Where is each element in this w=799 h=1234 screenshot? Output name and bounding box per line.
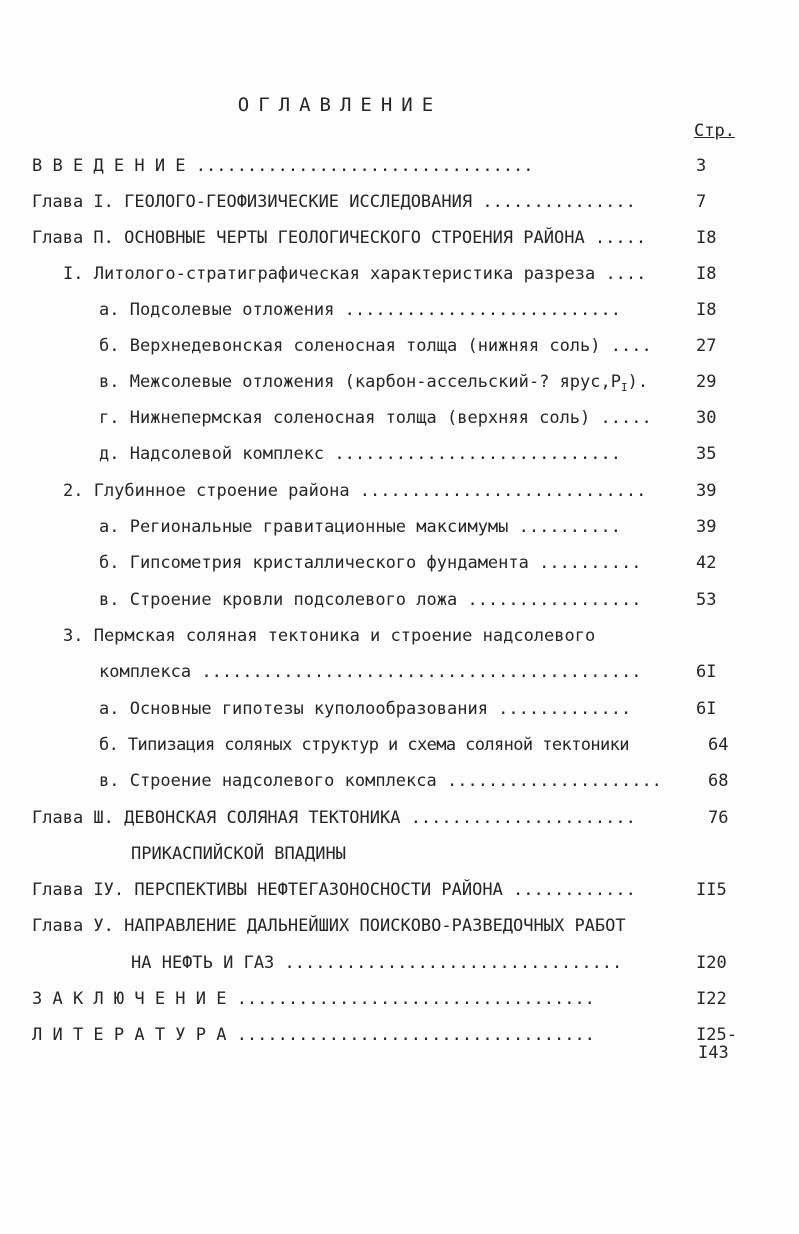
toc-entry-text: Глава Ш. ДЕВОНСКАЯ СОЛЯНАЯ ТЕКТОНИКА ......................: [32, 808, 636, 828]
toc-page-number-continuation: I43: [698, 1043, 729, 1063]
toc-row: [0, 406, 760, 430]
toc-entry-text: ПРИКАСПИЙСКОЙ ВПАДИНЫ: [131, 844, 346, 864]
toc-entry-text: НА НЕФТЬ И ГАЗ .................................: [131, 953, 623, 973]
toc-page-number: 30: [696, 408, 717, 428]
subscript: I: [620, 381, 628, 394]
toc-page-number: 29: [696, 372, 717, 392]
toc-row: [0, 769, 760, 793]
toc-row: [0, 624, 760, 648]
toc-entry-text: Л И Т Е Р А Т У Р А ...................................: [32, 1025, 595, 1045]
toc-row: [0, 1023, 760, 1047]
page-title: ОГЛАВЛЕНИЕ: [237, 94, 443, 116]
toc-entry-text: а. Региональные гравитационные максимумы ..........: [99, 517, 621, 537]
toc-entry-text: в. Межсолевые отложения (карбон-ассельский-? $ярус,P_I$).: [99, 372, 649, 394]
toc-row: [0, 298, 760, 322]
toc-page-number: 6I: [696, 662, 717, 682]
toc-row: [0, 551, 760, 575]
toc-row: [0, 842, 760, 866]
toc-entry-text: в. Строение надсолевого комплекса .....................: [99, 771, 662, 791]
toc-page-number: 6I: [696, 699, 717, 719]
toc-page-number: 39: [696, 517, 717, 537]
toc-row: [0, 190, 760, 214]
toc-row: [0, 479, 760, 503]
toc-page-number: 76: [708, 808, 729, 828]
toc-row: [0, 370, 760, 394]
toc-row: [0, 154, 760, 178]
toc-entry-text: б. Верхнедевонская соленосная толща (нижняя соль) ....: [99, 336, 652, 356]
toc-entry-text: Глава П. ОСНОВНЫЕ ЧЕРТЫ ГЕОЛОГИЧЕСКОГО СТРОЕНИЯ РАЙОНА .....: [32, 228, 647, 248]
toc-row: [0, 697, 760, 721]
toc-entry-text: а. Основные гипотезы куполообразования .............: [99, 699, 632, 719]
toc-entry-text: д. Надсолевой комплекс ............................: [99, 444, 621, 464]
toc-entry-text: в. Строение кровли подсолевого ложа .................: [99, 590, 642, 610]
toc-entry-text: а. Подсолевые отложения ...........................: [99, 300, 621, 320]
toc-row: [0, 262, 760, 286]
toc-row: [0, 806, 760, 830]
toc-page-number: I20: [696, 953, 727, 973]
toc-row: [0, 733, 760, 757]
toc-entry-text: Глава I. ГЕОЛОГО-ГЕОФИЗИЧЕСКИЕ ИССЛЕДОВАНИЯ ...............: [32, 192, 636, 212]
toc-row: [0, 226, 760, 250]
toc-entry-text: б. Гипсометрия кристаллического фундамента ..........: [99, 553, 642, 573]
toc-page-number: I8: [696, 300, 717, 320]
toc-page-number: I8: [696, 228, 717, 248]
toc-row: [0, 442, 760, 466]
toc-page-number: 42: [696, 553, 717, 573]
toc-page-number: I25-: [696, 1025, 737, 1045]
toc-row: [0, 660, 760, 684]
toc-page-number: I22: [696, 989, 727, 1009]
toc-page-number: 3: [696, 156, 707, 176]
toc-page-number: II5: [696, 880, 727, 900]
page-column-header: Стр.: [694, 121, 735, 141]
toc-entry-text: г. Нижнепермская соленосная толща (верхняя соль) .....: [99, 408, 652, 428]
toc-page-number: 64: [708, 735, 729, 755]
toc-row: [0, 878, 760, 902]
toc-row: [0, 914, 760, 938]
toc-entry-text: Глава IУ. ПЕРСПЕКТИВЫ НЕФТЕГАЗОНОСНОСТИ РАЙОНА ............: [32, 880, 636, 900]
toc-entry-text: комплекса ...........................................: [99, 662, 642, 682]
toc-entry-text: Глава У. НАПРАВЛЕНИЕ ДАЛЬНЕЙШИХ ПОИСКОВО-РАЗВЕДОЧНЫХ РАБОТ: [32, 916, 626, 936]
toc-page-number: 39: [696, 481, 717, 501]
toc-row: [0, 515, 760, 539]
toc-entry-text: В В Е Д Е Н И Е .................................: [32, 156, 534, 176]
toc-page-number: 7: [696, 192, 707, 212]
toc-page-number: 35: [696, 444, 717, 464]
toc-row: [0, 334, 760, 358]
toc-entry-text: I. Литолого-стратиграфическая характеристика разреза ....: [63, 264, 647, 284]
toc-row: [0, 588, 760, 612]
toc-entry-text: б. Типизация соляных структур и схема соляной тектоники: [99, 735, 629, 755]
toc-row: [0, 987, 760, 1011]
toc-entry-text: З А К Л Ю Ч Е Н И Е ...................................: [32, 989, 595, 1009]
toc-entry-text: 3. Пермская соляная тектоника и строение надсолевого: [63, 626, 596, 646]
toc-page-number: 68: [708, 771, 729, 791]
toc-page-number: 53: [696, 590, 717, 610]
toc-page-number: 27: [696, 336, 717, 356]
toc-entry-text: 2. Глубинное строение района ............................: [63, 481, 647, 501]
toc-page-number: I8: [696, 264, 717, 284]
toc-row: [0, 951, 760, 975]
